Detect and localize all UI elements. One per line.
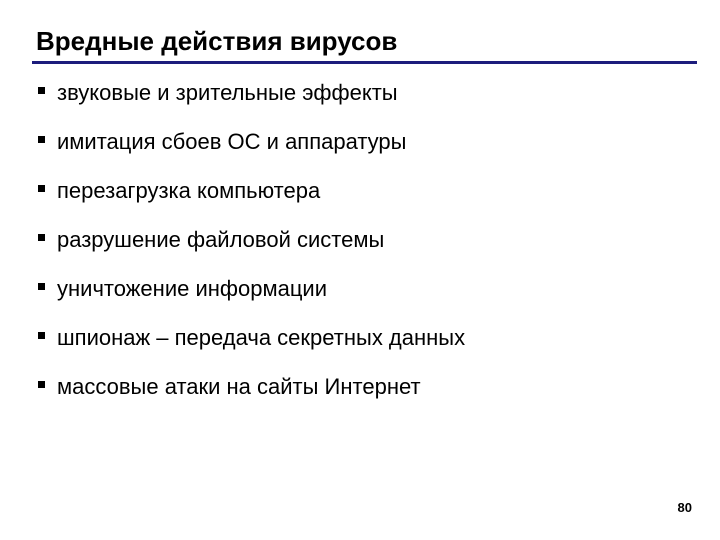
bullet-text: имитация сбоев ОС и аппаратуры bbox=[57, 128, 407, 154]
bullet-item bbox=[38, 117, 465, 166]
square-bullet-icon bbox=[38, 381, 45, 388]
page-number: 80 bbox=[677, 500, 692, 515]
bullet-item bbox=[38, 215, 465, 264]
bullet-item bbox=[38, 264, 465, 313]
bullet-item bbox=[38, 68, 465, 117]
bullet-text: шпионаж – передача секретных данных bbox=[57, 324, 466, 350]
bullet-text: перезагрузка компьютера bbox=[57, 177, 321, 203]
square-bullet-icon bbox=[38, 283, 45, 290]
title-underline bbox=[32, 61, 697, 64]
bullet-text: звуковые и зрительные эффекты bbox=[57, 79, 398, 105]
square-bullet-icon bbox=[38, 185, 45, 192]
slide-title: Вредные действия вирусов bbox=[36, 26, 398, 56]
square-bullet-icon bbox=[38, 87, 45, 94]
bullet-text: массовые атаки на сайты Интернет bbox=[57, 373, 421, 399]
bullet-item bbox=[38, 313, 465, 362]
bullet-text: разрушение файловой системы bbox=[57, 226, 385, 252]
square-bullet-icon bbox=[38, 234, 45, 241]
square-bullet-icon bbox=[38, 136, 45, 143]
bullet-text: уничтожение информации bbox=[57, 275, 328, 301]
square-bullet-icon bbox=[38, 332, 45, 339]
bullet-item bbox=[38, 166, 465, 215]
bullet-item bbox=[38, 362, 465, 411]
bullet-list bbox=[38, 68, 465, 411]
